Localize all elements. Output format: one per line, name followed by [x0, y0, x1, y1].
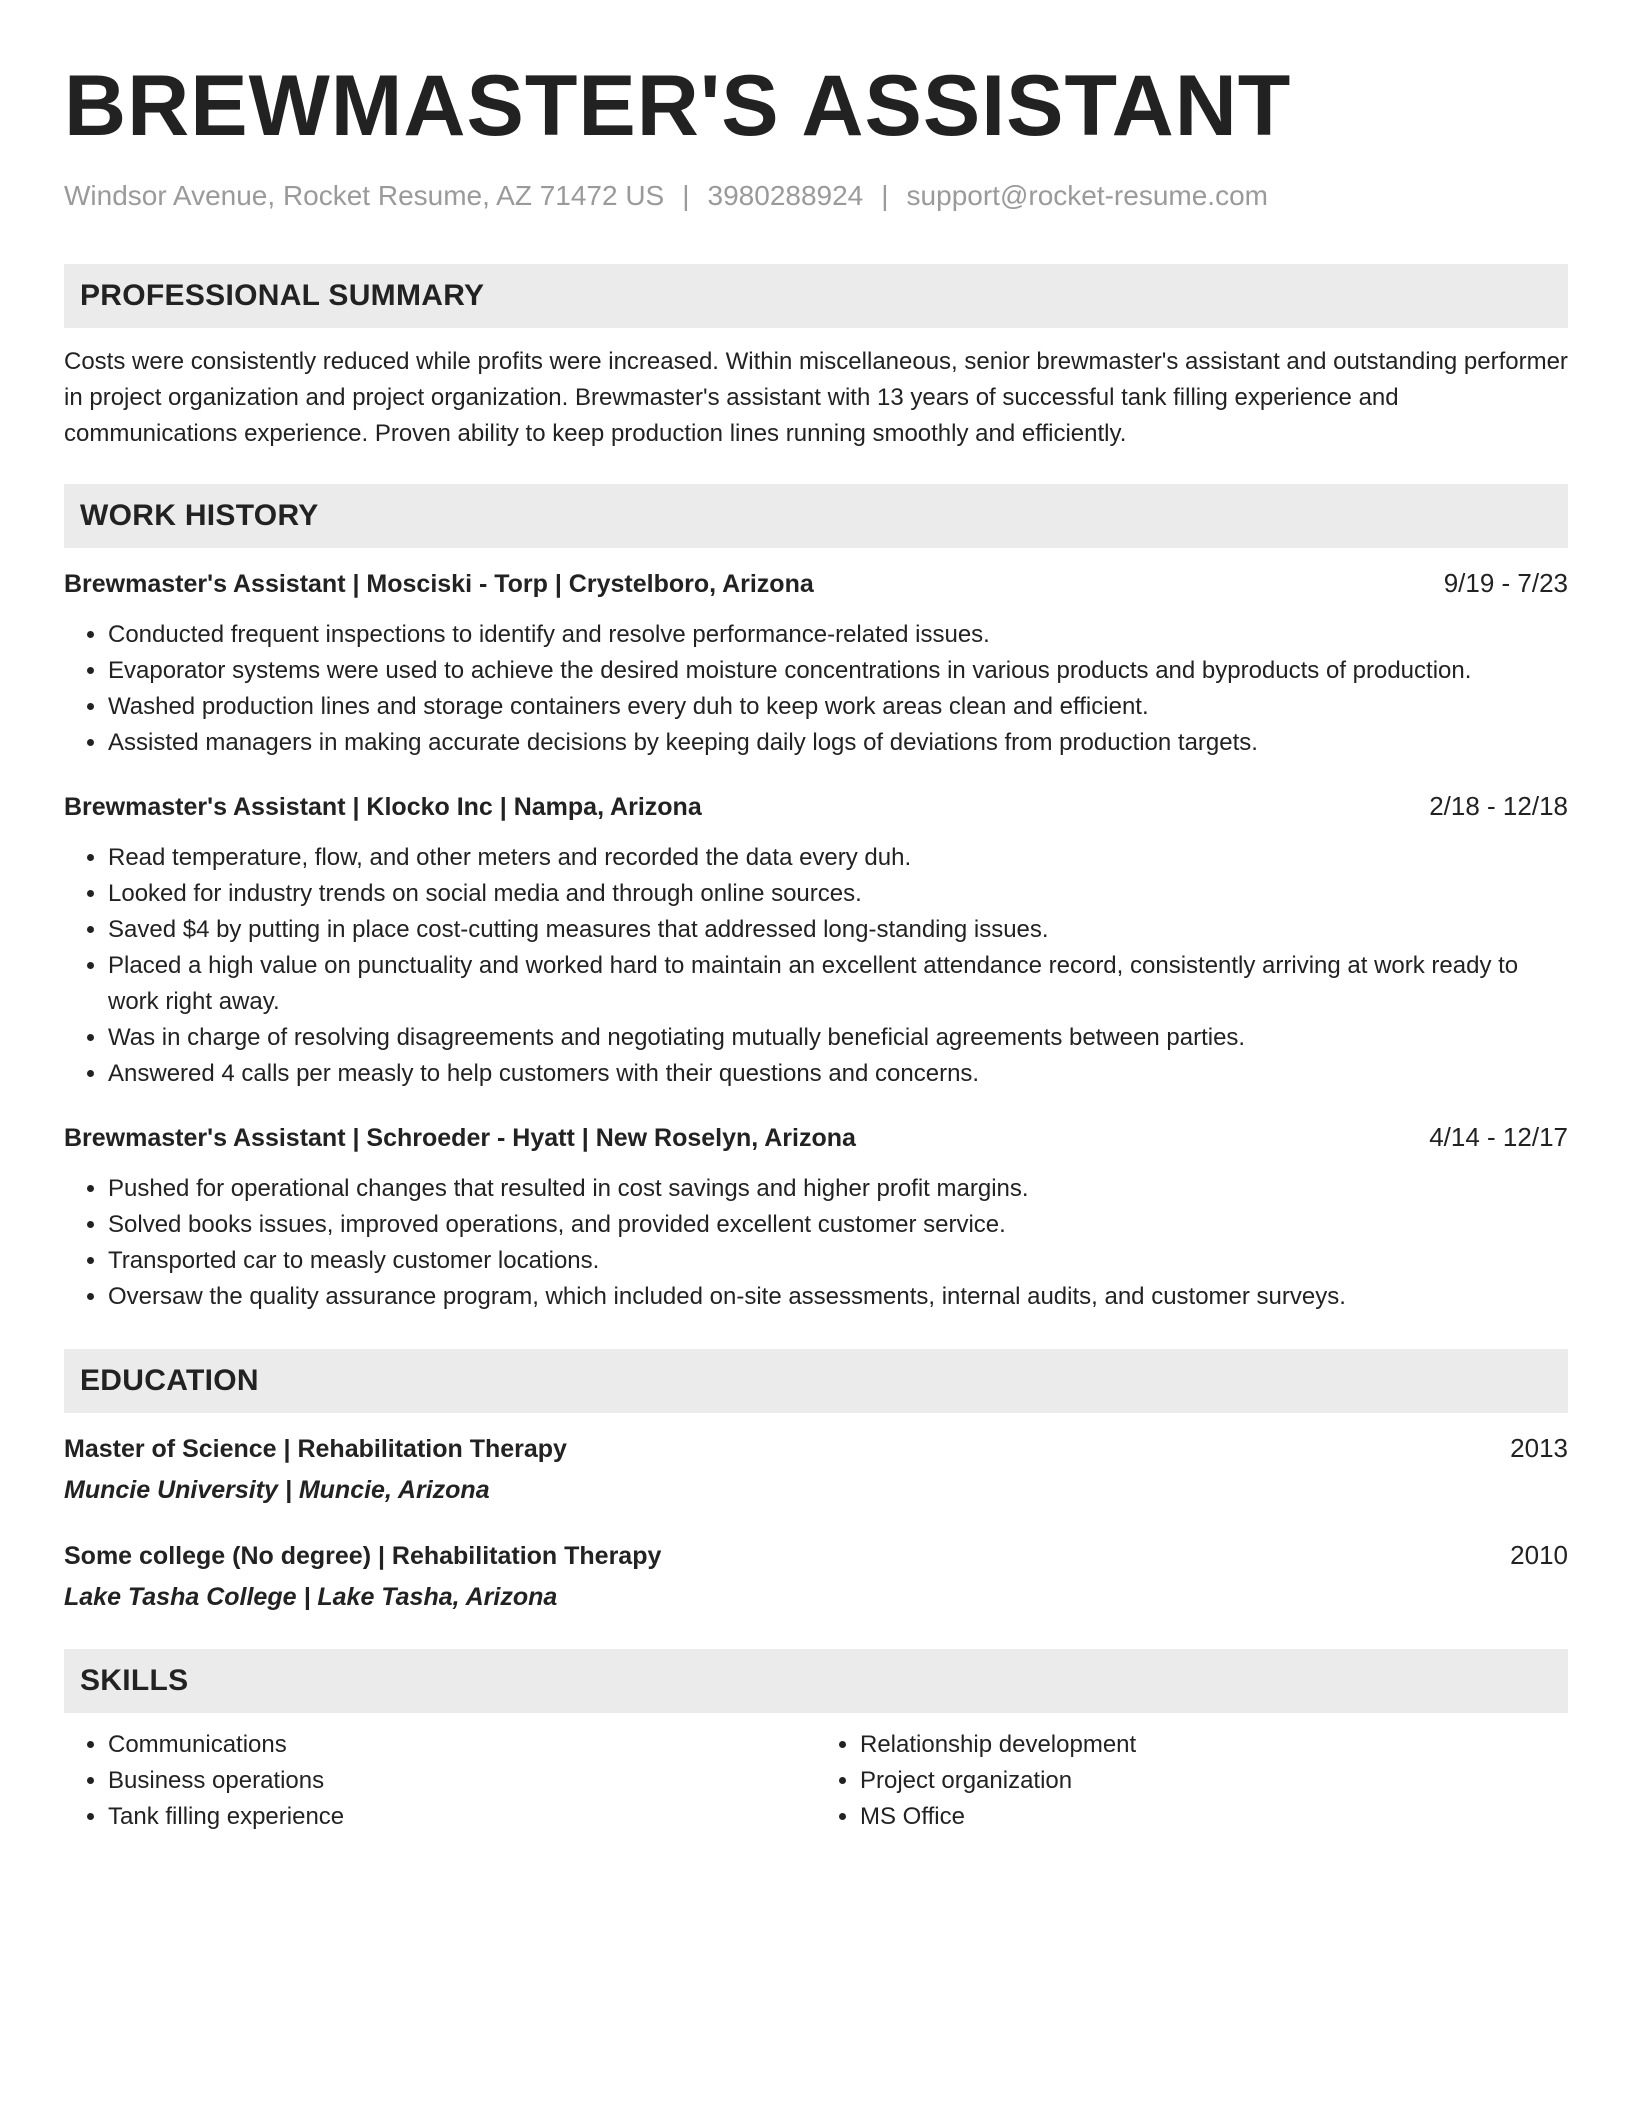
contact-address: Windsor Avenue, Rocket Resume, AZ 71472 US — [64, 180, 665, 211]
education-year: 2010 — [1510, 1540, 1568, 1570]
education-year: 2013 — [1510, 1433, 1568, 1463]
contact-email: support@rocket-resume.com — [906, 180, 1268, 211]
job-dates: 2/18 - 12/18 — [1429, 791, 1568, 821]
contact-phone: 3980288924 — [707, 180, 864, 211]
contact-separator: | — [682, 180, 690, 211]
skills-grid — [64, 1727, 1568, 1835]
skills-right-column — [816, 1727, 1568, 1835]
job-bullet: • Was in charge of resolving disagreements and negotiating mutually beneficial agreements between parties. — [108, 1020, 1568, 1056]
education-entry — [64, 1538, 1568, 1615]
education-header — [64, 1431, 1568, 1466]
education-degree: Some college (No degree) | Rehabilitation Therapy — [64, 1542, 662, 1570]
skill-item: • Communications — [108, 1727, 816, 1763]
skill-item: • Tank filling experience — [108, 1799, 816, 1835]
job-title: Brewmaster's Assistant | Mosciski - Torp | Crystelboro, Arizona — [64, 570, 814, 598]
job-dates: 4/14 - 12/17 — [1429, 1122, 1568, 1152]
contact-line — [64, 178, 1568, 214]
education-school: Lake Tasha College | Lake Tasha, Arizona — [64, 1583, 558, 1611]
job-bullet: • Transported car to measly customer locations. — [108, 1243, 1568, 1279]
job-bullet: • Assisted managers in making accurate decisions by keeping daily logs of deviations from production targets. — [108, 725, 1568, 761]
summary-text: Costs were consistently reduced while profits were increased. Within miscellaneous, senior brewmaster's assistant and outstanding performer in project organization and project organization. Brewmaster's assistant with 13 years of successful tank filling experience and communications experience. Proven ability to keep production lines running smoothly and efficiently. — [64, 348, 1568, 447]
education-header — [64, 1538, 1568, 1573]
job-bullet: • Looked for industry trends on social media and through online sources. — [108, 876, 1568, 912]
contact-separator: | — [881, 180, 889, 211]
education-school: Muncie University | Muncie, Arizona — [64, 1476, 490, 1504]
skills-heading: SKILLS — [64, 1649, 1568, 1713]
job-bullets — [64, 1171, 1568, 1315]
job-bullets — [64, 840, 1568, 1092]
job-bullet: • Washed production lines and storage containers every duh to keep work areas clean and efficient. — [108, 689, 1568, 725]
skill-item: • MS Office — [860, 1799, 1568, 1835]
job-bullets — [64, 617, 1568, 761]
summary-heading: PROFESSIONAL SUMMARY — [64, 264, 1568, 328]
work-history-heading: WORK HISTORY — [64, 484, 1568, 548]
job-bullet: • Answered 4 calls per measly to help customers with their questions and concerns. — [108, 1056, 1568, 1092]
resume-name: BREWMASTER'S ASSISTANT — [64, 58, 1292, 154]
education-degree: Master of Science | Rehabilitation Therapy — [64, 1435, 567, 1463]
skill-item: • Project organization — [860, 1763, 1568, 1799]
job-bullet: • Evaporator systems were used to achieve the desired moisture concentrations in various products and byproducts of production. — [108, 653, 1568, 689]
job-bullet: • Solved books issues, improved operations, and provided excellent customer service. — [108, 1207, 1568, 1243]
job-header — [64, 789, 1568, 824]
education-entry — [64, 1431, 1568, 1508]
skills-left-column — [64, 1727, 816, 1835]
job-bullet: • Oversaw the quality assurance program, which included on-site assessments, internal audits, and customer surveys. — [108, 1279, 1568, 1315]
job-entry — [64, 1120, 1568, 1315]
job-title: Brewmaster's Assistant | Klocko Inc | Nampa, Arizona — [64, 793, 702, 821]
job-bullet: • Saved $4 by putting in place cost-cutting measures that addressed long-standing issues. — [108, 912, 1568, 948]
job-bullet: • Conducted frequent inspections to identify and resolve performance-related issues. — [108, 617, 1568, 653]
job-dates: 9/19 - 7/23 — [1443, 568, 1568, 598]
job-header — [64, 1120, 1568, 1155]
work-history-section — [64, 484, 1568, 1315]
job-bullet: • Pushed for operational changes that resulted in cost savings and higher profit margins. — [108, 1171, 1568, 1207]
job-bullet: • Read temperature, flow, and other meters and recorded the data every duh. — [108, 840, 1568, 876]
education-heading: EDUCATION — [64, 1349, 1568, 1413]
summary-section — [64, 264, 1568, 452]
job-entry — [64, 789, 1568, 1092]
job-title: Brewmaster's Assistant | Schroeder - Hyatt | New Roselyn, Arizona — [64, 1124, 856, 1152]
job-header — [64, 566, 1568, 601]
skill-item: • Business operations — [108, 1763, 816, 1799]
skill-item: • Relationship development — [860, 1727, 1568, 1763]
skills-section — [64, 1649, 1568, 1835]
job-entry — [64, 566, 1568, 761]
education-section — [64, 1349, 1568, 1615]
job-bullet: • Placed a high value on punctuality and worked hard to maintain an excellent attendance record, consistently arriving at work ready to work right away. — [108, 948, 1568, 1020]
